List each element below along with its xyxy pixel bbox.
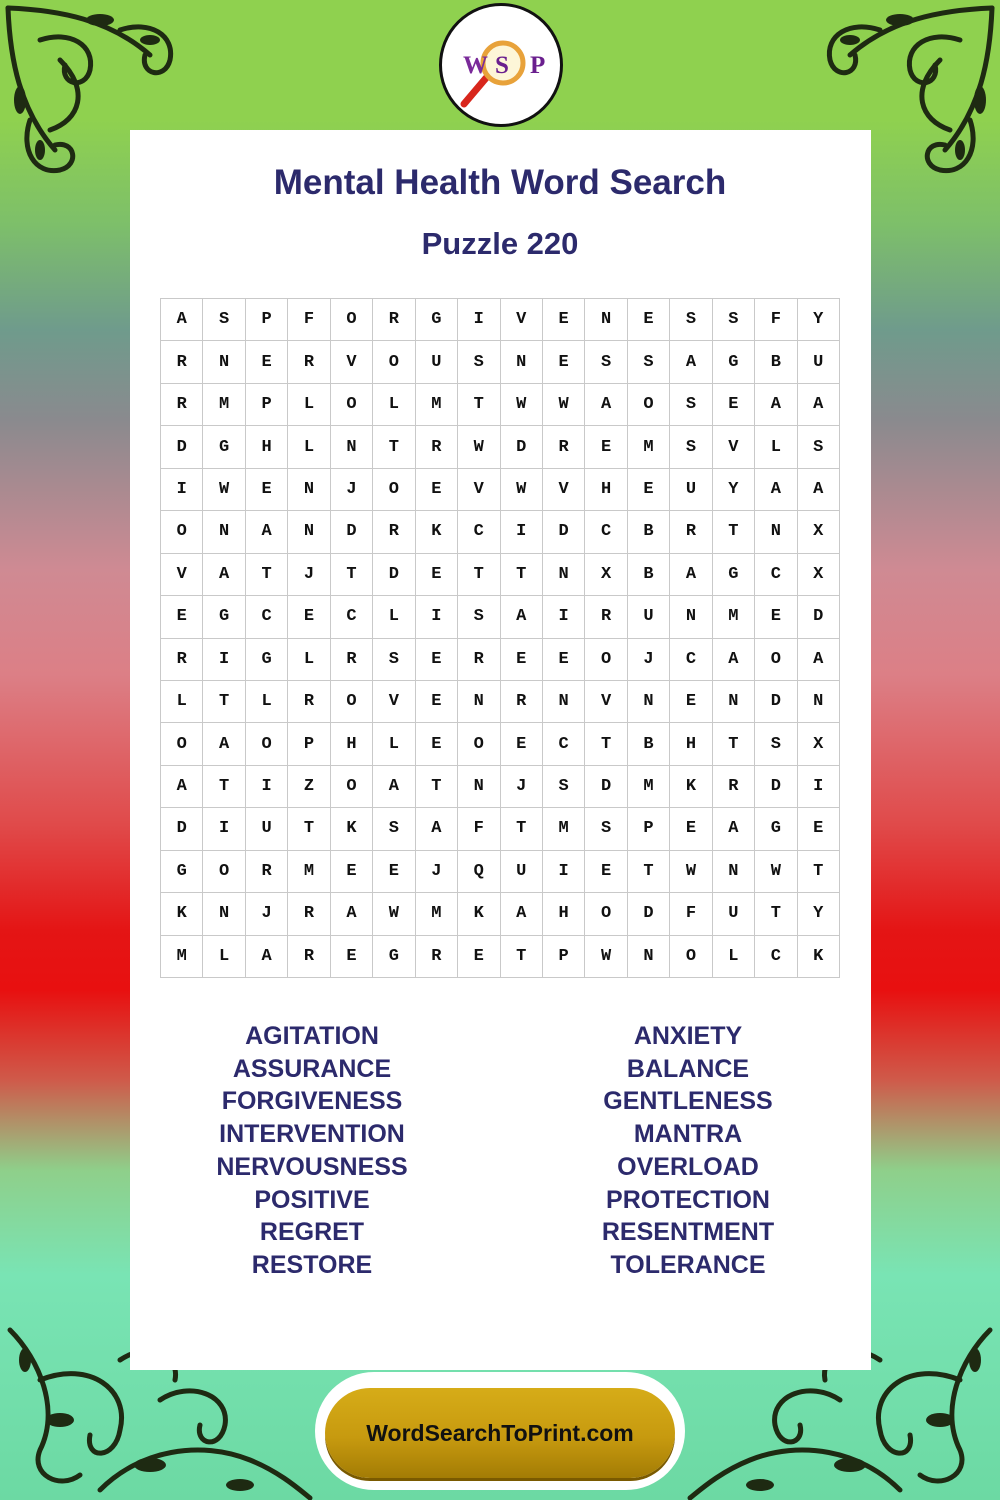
grid-cell[interactable]: U — [416, 341, 458, 383]
grid-cell[interactable]: L — [755, 426, 797, 468]
wsp-logo[interactable] — [439, 3, 563, 127]
grid-cell[interactable]: T — [416, 766, 458, 808]
grid-cell[interactable]: S — [670, 426, 712, 468]
word-item: ANXIETY — [633, 1022, 743, 1050]
grid-cell[interactable]: M — [628, 766, 670, 808]
grid-cell[interactable]: W — [543, 384, 585, 426]
grid-cell[interactable]: T — [331, 554, 373, 596]
grid-cell[interactable]: D — [755, 681, 797, 723]
grid-cell[interactable]: J — [416, 851, 458, 893]
grid-cell[interactable]: R — [543, 426, 585, 468]
grid-cell[interactable]: E — [670, 681, 712, 723]
grid-cell[interactable]: D — [161, 426, 203, 468]
grid-cell[interactable]: T — [755, 893, 797, 935]
grid-cell[interactable]: O — [331, 299, 373, 341]
grid-cell[interactable]: T — [458, 384, 500, 426]
grid-cell[interactable]: Y — [798, 299, 840, 341]
footer-banner[interactable] — [325, 1388, 675, 1478]
grid-cell[interactable]: E — [628, 469, 670, 511]
grid-cell[interactable]: U — [798, 341, 840, 383]
grid-cell[interactable]: E — [458, 936, 500, 978]
grid-cell[interactable]: S — [373, 639, 415, 681]
grid-cell[interactable]: Q — [458, 851, 500, 893]
grid-cell[interactable]: T — [288, 808, 330, 850]
grid-cell[interactable]: E — [331, 936, 373, 978]
grid-cell[interactable]: F — [458, 808, 500, 850]
grid-cell[interactable]: K — [458, 893, 500, 935]
grid-cell[interactable]: D — [373, 554, 415, 596]
grid-cell[interactable]: O — [161, 511, 203, 553]
grid-cell[interactable]: N — [628, 681, 670, 723]
grid-cell[interactable]: C — [755, 554, 797, 596]
grid-cell[interactable]: C — [543, 723, 585, 765]
grid-cell[interactable]: E — [543, 639, 585, 681]
grid-cell[interactable]: T — [501, 808, 543, 850]
grid-cell[interactable]: E — [543, 299, 585, 341]
grid-cell[interactable]: I — [246, 766, 288, 808]
grid-cell[interactable]: A — [203, 723, 245, 765]
grid-cell[interactable]: K — [798, 936, 840, 978]
puzzle-number: Puzzle 220 — [421, 226, 579, 261]
grid-cell[interactable]: T — [798, 851, 840, 893]
letter-grid — [160, 298, 840, 978]
grid-cell[interactable]: D — [331, 511, 373, 553]
grid-cell[interactable]: R — [670, 511, 712, 553]
grid-cell[interactable]: U — [713, 893, 755, 935]
grid-cell[interactable]: W — [458, 426, 500, 468]
grid-cell[interactable]: H — [246, 426, 288, 468]
grid-cell[interactable]: D — [585, 766, 627, 808]
grid-cell[interactable]: W — [501, 469, 543, 511]
grid-cell[interactable]: J — [501, 766, 543, 808]
grid-cell[interactable]: U — [628, 596, 670, 638]
grid-cell[interactable]: P — [543, 936, 585, 978]
grid-cell[interactable]: T — [713, 511, 755, 553]
grid-cell[interactable]: B — [628, 554, 670, 596]
grid-cell[interactable]: S — [458, 341, 500, 383]
grid-cell[interactable]: S — [458, 596, 500, 638]
grid-cell[interactable]: J — [246, 893, 288, 935]
grid-cell[interactable]: R — [246, 851, 288, 893]
grid-cell[interactable]: N — [585, 299, 627, 341]
grid-cell[interactable]: A — [585, 384, 627, 426]
grid-cell[interactable]: V — [501, 299, 543, 341]
grid-cell[interactable]: Y — [713, 469, 755, 511]
grid-cell[interactable]: E — [246, 469, 288, 511]
grid-cell[interactable]: L — [161, 681, 203, 723]
grid-cell[interactable]: O — [628, 384, 670, 426]
word-list-right — [538, 1020, 838, 1282]
grid-cell[interactable]: V — [713, 426, 755, 468]
grid-cell[interactable]: V — [373, 681, 415, 723]
grid-cell[interactable]: S — [543, 766, 585, 808]
grid-cell[interactable]: O — [458, 723, 500, 765]
grid-cell[interactable]: S — [713, 299, 755, 341]
word-list-left — [162, 1020, 462, 1282]
grid-cell[interactable]: N — [203, 341, 245, 383]
grid-cell[interactable]: I — [501, 511, 543, 553]
grid-cell[interactable]: O — [670, 936, 712, 978]
grid-cell[interactable]: N — [203, 893, 245, 935]
grid-cell[interactable]: T — [373, 426, 415, 468]
grid-cell[interactable]: H — [543, 893, 585, 935]
grid-cell[interactable]: T — [458, 554, 500, 596]
grid-cell[interactable]: L — [288, 384, 330, 426]
site-link[interactable]: WordSearchToPrint.com — [366, 1419, 634, 1446]
grid-cell[interactable]: T — [585, 723, 627, 765]
grid-cell[interactable]: E — [416, 681, 458, 723]
grid-cell[interactable]: E — [755, 596, 797, 638]
grid-cell[interactable]: U — [246, 808, 288, 850]
page-title: Mental Health Word Search — [273, 163, 727, 202]
grid-cell[interactable]: M — [543, 808, 585, 850]
grid-cell[interactable]: B — [628, 723, 670, 765]
grid-cell[interactable]: R — [288, 893, 330, 935]
word-item: PROTECTION — [606, 1185, 770, 1214]
grid-cell[interactable]: A — [798, 384, 840, 426]
grid-cell[interactable]: F — [288, 299, 330, 341]
grid-cell[interactable]: S — [670, 384, 712, 426]
grid-cell[interactable]: E — [543, 341, 585, 383]
grid-cell[interactable]: J — [288, 554, 330, 596]
grid-cell[interactable]: N — [458, 766, 500, 808]
grid-cell[interactable]: M — [713, 596, 755, 638]
grid-cell[interactable]: O — [331, 766, 373, 808]
grid-cell[interactable]: P — [246, 384, 288, 426]
grid-cell[interactable]: E — [501, 723, 543, 765]
grid-cell[interactable]: E — [628, 299, 670, 341]
grid-cell[interactable]: G — [713, 341, 755, 383]
grid-cell[interactable]: N — [798, 681, 840, 723]
grid-cell[interactable]: E — [416, 723, 458, 765]
grid-cell[interactable]: S — [628, 341, 670, 383]
grid-cell[interactable]: L — [373, 384, 415, 426]
grid-cell[interactable]: M — [628, 426, 670, 468]
grid-cell[interactable]: K — [161, 893, 203, 935]
word-item: REGRET — [259, 1218, 365, 1247]
grid-cell[interactable]: R — [331, 639, 373, 681]
grid-cell[interactable]: R — [161, 384, 203, 426]
grid-cell[interactable]: W — [373, 893, 415, 935]
grid-cell[interactable]: K — [331, 808, 373, 850]
grid-cell[interactable]: L — [246, 681, 288, 723]
grid-cell[interactable]: X — [798, 554, 840, 596]
grid-cell[interactable]: O — [373, 341, 415, 383]
grid-cell[interactable]: O — [331, 681, 373, 723]
grid-cell[interactable]: E — [416, 469, 458, 511]
grid-cell[interactable]: E — [331, 851, 373, 893]
grid-cell[interactable]: R — [713, 766, 755, 808]
grid-cell[interactable]: U — [670, 469, 712, 511]
grid-cell[interactable]: V — [458, 469, 500, 511]
grid-cell[interactable]: T — [203, 681, 245, 723]
grid-cell[interactable]: N — [713, 681, 755, 723]
grid-cell[interactable]: A — [161, 299, 203, 341]
grid-cell[interactable]: E — [288, 596, 330, 638]
grid-cell[interactable]: O — [585, 639, 627, 681]
word-item: FORGIVENESS — [221, 1087, 403, 1116]
word-item: ASSURANCE — [232, 1054, 392, 1083]
grid-cell[interactable]: I — [458, 299, 500, 341]
grid-cell[interactable]: G — [246, 639, 288, 681]
grid-cell[interactable]: G — [416, 299, 458, 341]
grid-cell[interactable]: L — [288, 639, 330, 681]
grid-cell[interactable]: U — [501, 851, 543, 893]
grid-cell[interactable]: N — [628, 936, 670, 978]
grid-cell[interactable]: W — [501, 384, 543, 426]
grid-cell[interactable]: K — [670, 766, 712, 808]
grid-cell[interactable]: E — [416, 554, 458, 596]
grid-cell[interactable]: A — [416, 808, 458, 850]
grid-cell[interactable]: T — [501, 936, 543, 978]
grid-cell[interactable]: D — [628, 893, 670, 935]
grid-cell[interactable]: N — [458, 681, 500, 723]
grid-cell[interactable]: A — [798, 469, 840, 511]
grid-cell[interactable]: E — [670, 808, 712, 850]
grid-cell[interactable]: E — [416, 639, 458, 681]
grid-cell[interactable]: R — [288, 936, 330, 978]
grid-cell[interactable]: S — [585, 341, 627, 383]
grid-cell[interactable]: E — [585, 851, 627, 893]
grid-cell[interactable]: L — [373, 596, 415, 638]
grid-cell[interactable]: R — [161, 639, 203, 681]
grid-cell[interactable]: V — [543, 469, 585, 511]
grid-cell[interactable]: G — [161, 851, 203, 893]
grid-cell[interactable]: F — [670, 893, 712, 935]
grid-cell[interactable]: R — [501, 681, 543, 723]
grid-cell[interactable]: G — [203, 426, 245, 468]
word-item: BALANCE — [626, 1054, 750, 1083]
grid-cell[interactable]: M — [203, 384, 245, 426]
grid-cell[interactable]: G — [203, 596, 245, 638]
grid-cell[interactable]: N — [501, 341, 543, 383]
grid-cell[interactable]: A — [755, 469, 797, 511]
grid-cell[interactable]: H — [585, 469, 627, 511]
grid-cell[interactable]: E — [246, 341, 288, 383]
grid-cell[interactable]: T — [203, 766, 245, 808]
word-item: RESTORE — [251, 1250, 373, 1279]
magnifier-icon — [442, 6, 560, 124]
logo-letter-p: P — [530, 52, 546, 79]
grid-cell[interactable]: I — [203, 808, 245, 850]
grid-cell[interactable]: A — [331, 893, 373, 935]
grid-cell[interactable]: B — [755, 341, 797, 383]
grid-cell[interactable]: L — [713, 936, 755, 978]
grid-cell[interactable]: W — [755, 851, 797, 893]
grid-cell[interactable]: K — [416, 511, 458, 553]
grid-cell[interactable]: W — [585, 936, 627, 978]
word-item: AGITATION — [245, 1022, 379, 1050]
grid-cell[interactable]: C — [246, 596, 288, 638]
word-item: INTERVENTION — [219, 1120, 405, 1149]
grid-cell[interactable]: N — [288, 469, 330, 511]
word-item: MANTRA — [633, 1120, 743, 1149]
grid-cell[interactable]: W — [670, 851, 712, 893]
grid-cell[interactable]: W — [203, 469, 245, 511]
grid-cell[interactable]: N — [288, 511, 330, 553]
grid-cell[interactable]: O — [373, 469, 415, 511]
grid-cell[interactable]: X — [585, 554, 627, 596]
logo-letter-s: S — [495, 52, 509, 79]
grid-cell[interactable]: C — [458, 511, 500, 553]
grid-cell[interactable]: B — [628, 511, 670, 553]
grid-cell[interactable]: H — [331, 723, 373, 765]
grid-cell[interactable]: T — [628, 851, 670, 893]
grid-cell[interactable]: R — [288, 341, 330, 383]
grid-cell[interactable]: A — [501, 893, 543, 935]
grid-cell[interactable]: O — [203, 851, 245, 893]
grid-cell[interactable]: R — [373, 299, 415, 341]
grid-cell[interactable]: R — [416, 426, 458, 468]
grid-cell[interactable]: N — [543, 554, 585, 596]
grid-cell[interactable]: V — [331, 341, 373, 383]
grid-cell[interactable]: N — [203, 511, 245, 553]
grid-cell[interactable]: E — [585, 426, 627, 468]
word-item: OVERLOAD — [617, 1152, 759, 1181]
grid-cell[interactable]: N — [713, 851, 755, 893]
grid-cell[interactable]: I — [543, 596, 585, 638]
grid-cell[interactable]: S — [585, 808, 627, 850]
grid-cell[interactable]: Y — [798, 893, 840, 935]
grid-cell[interactable]: C — [755, 936, 797, 978]
grid-cell[interactable]: M — [161, 936, 203, 978]
grid-cell[interactable]: T — [713, 723, 755, 765]
grid-cell[interactable]: I — [798, 766, 840, 808]
grid-cell[interactable]: E — [501, 639, 543, 681]
grid-cell[interactable]: I — [416, 596, 458, 638]
grid-cell[interactable]: O — [161, 723, 203, 765]
grid-cell[interactable]: J — [628, 639, 670, 681]
grid-cell[interactable]: I — [203, 639, 245, 681]
grid-cell[interactable]: E — [713, 384, 755, 426]
grid-cell[interactable]: V — [585, 681, 627, 723]
grid-cell[interactable]: A — [161, 766, 203, 808]
grid-cell[interactable]: P — [628, 808, 670, 850]
grid-cell[interactable]: I — [161, 469, 203, 511]
grid-cell[interactable]: A — [670, 341, 712, 383]
grid-cell[interactable]: G — [373, 936, 415, 978]
grid-cell[interactable]: V — [161, 554, 203, 596]
grid-cell[interactable]: L — [288, 426, 330, 468]
grid-cell[interactable]: F — [755, 299, 797, 341]
grid-cell[interactable]: S — [670, 299, 712, 341]
grid-cell[interactable]: E — [798, 808, 840, 850]
grid-cell[interactable]: A — [798, 639, 840, 681]
grid-cell[interactable]: C — [670, 639, 712, 681]
grid-cell[interactable]: M — [416, 384, 458, 426]
grid-cell[interactable]: S — [203, 299, 245, 341]
word-item: GENTLENESS — [603, 1087, 773, 1116]
grid-cell[interactable]: D — [543, 511, 585, 553]
grid-cell[interactable]: R — [373, 511, 415, 553]
grid-cell[interactable]: A — [755, 384, 797, 426]
grid-cell[interactable]: S — [755, 723, 797, 765]
word-item: TOLERANCE — [610, 1250, 766, 1279]
grid-cell[interactable]: O — [755, 639, 797, 681]
grid-cell[interactable]: C — [331, 596, 373, 638]
grid-cell[interactable]: A — [501, 596, 543, 638]
grid-cell[interactable]: N — [670, 596, 712, 638]
grid-cell[interactable]: C — [585, 511, 627, 553]
grid-cell[interactable]: H — [670, 723, 712, 765]
grid-cell[interactable]: X — [798, 511, 840, 553]
grid-cell[interactable]: A — [670, 554, 712, 596]
grid-cell[interactable]: P — [246, 299, 288, 341]
grid-cell[interactable]: M — [288, 851, 330, 893]
grid-cell[interactable]: D — [755, 766, 797, 808]
grid-cell[interactable]: D — [501, 426, 543, 468]
grid-cell[interactable]: R — [458, 639, 500, 681]
grid-cell[interactable]: L — [203, 936, 245, 978]
grid-cell[interactable]: R — [585, 596, 627, 638]
grid-cell[interactable]: E — [161, 596, 203, 638]
grid-cell[interactable]: E — [373, 851, 415, 893]
grid-cell[interactable]: N — [543, 681, 585, 723]
grid-cell[interactable]: A — [713, 639, 755, 681]
grid-cell[interactable]: G — [713, 554, 755, 596]
grid-cell[interactable]: A — [373, 766, 415, 808]
grid-cell[interactable]: O — [331, 384, 373, 426]
grid-cell[interactable]: T — [246, 554, 288, 596]
grid-cell[interactable]: N — [755, 511, 797, 553]
grid-cell[interactable]: O — [585, 893, 627, 935]
grid-cell[interactable]: D — [798, 596, 840, 638]
grid-cell[interactable]: A — [203, 554, 245, 596]
grid-cell[interactable]: S — [373, 808, 415, 850]
grid-cell[interactable]: P — [288, 723, 330, 765]
grid-cell[interactable]: R — [161, 341, 203, 383]
grid-cell[interactable]: M — [416, 893, 458, 935]
grid-cell[interactable]: A — [246, 511, 288, 553]
word-item: NERVOUSNESS — [216, 1152, 408, 1181]
grid-cell[interactable]: Z — [288, 766, 330, 808]
word-item: RESENTMENT — [601, 1218, 775, 1247]
grid-cell[interactable]: O — [246, 723, 288, 765]
grid-cell[interactable]: A — [246, 936, 288, 978]
grid-cell[interactable]: R — [288, 681, 330, 723]
grid-cell[interactable]: N — [331, 426, 373, 468]
grid-cell[interactable]: J — [331, 469, 373, 511]
grid-cell[interactable]: I — [543, 851, 585, 893]
grid-cell[interactable]: D — [161, 808, 203, 850]
grid-cell[interactable]: R — [416, 936, 458, 978]
grid-cell[interactable]: T — [501, 554, 543, 596]
grid-cell[interactable]: X — [798, 723, 840, 765]
word-item: POSITIVE — [254, 1185, 370, 1214]
grid-cell[interactable]: A — [713, 808, 755, 850]
grid-cell[interactable]: S — [798, 426, 840, 468]
logo-letter-w: W — [463, 52, 488, 79]
grid-cell[interactable]: L — [373, 723, 415, 765]
grid-cell[interactable]: G — [755, 808, 797, 850]
